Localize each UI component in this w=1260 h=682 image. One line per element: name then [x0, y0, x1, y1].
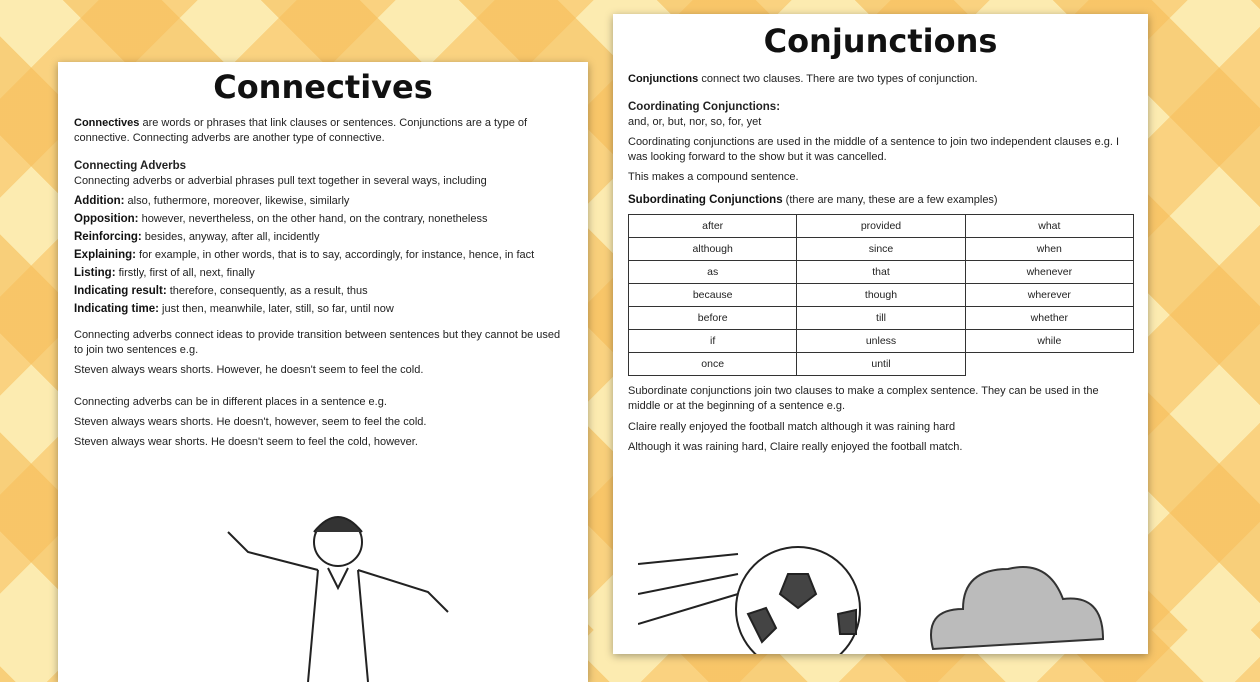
compound-note: This makes a compound sentence. — [628, 171, 799, 183]
adverb-categories — [74, 194, 572, 317]
adverb-category: Reinforcing: besides, anyway, after all, incidently — [74, 231, 320, 243]
subordinating-heading: Subordinating Conjunctions (there are many, these are a few examples) — [628, 194, 998, 206]
table-cell: although — [629, 238, 797, 261]
boy-illustration — [208, 502, 468, 682]
connectives-title: Connectives — [213, 68, 433, 106]
adverb-category: Opposition: however, nevertheless, on the other hand, on the contrary, nonetheless — [74, 213, 488, 225]
table-cell: once — [629, 353, 797, 376]
connectives-intro: Connectives are words or phrases that link clauses or sentences. Conjunctions are a type of connective. Connecting adverbs are another type of connective. — [74, 117, 528, 144]
conjunctions-title: Conjunctions — [763, 22, 998, 60]
table-cell: while — [965, 330, 1133, 353]
coordinating-para: Coordinating conjunctions are used in the middle of a sentence to join two independent clauses e.g. I was looking forward to the show but it was cancelled. — [628, 136, 1120, 163]
table-row — [629, 307, 1134, 330]
table-cell: since — [797, 238, 965, 261]
table-cell: before — [629, 307, 797, 330]
table-cell: after — [629, 215, 797, 238]
sub-example-2: Although it was raining hard, Claire really enjoyed the football match. — [628, 441, 963, 453]
adverb-category: Indicating time: just then, meanwhile, later, still, so far, until now — [74, 303, 394, 315]
example-3: Steven always wear shorts. He doesn't seem to feel the cold, however. — [74, 436, 418, 448]
table-cell: because — [629, 284, 797, 307]
adverb-category: Indicating result: therefore, consequently, as a result, thus — [74, 285, 368, 297]
coordinating-heading: Coordinating Conjunctions: — [628, 101, 781, 113]
table-row — [629, 284, 1134, 307]
para-transition: Connecting adverbs connect ideas to provide transition between sentences but they cannot be used to join two sentences e.g. — [74, 329, 561, 356]
table-cell: unless — [797, 330, 965, 353]
conjunctions-intro: Conjunctions connect two clauses. There are two types of conjunction. — [628, 73, 978, 85]
table-row — [629, 330, 1134, 353]
connecting-adverbs-heading: Connecting Adverbs — [74, 160, 187, 172]
adverb-category: Explaining: for example, in other words, that is to say, accordingly, for instance, hence, in fact — [74, 249, 535, 261]
adverb-category: Listing: firstly, first of all, next, finally — [74, 267, 255, 279]
table-cell: wherever — [965, 284, 1133, 307]
coordinating-words: and, or, but, nor, so, for, yet — [628, 116, 762, 128]
example-1: Steven always wears shorts. However, he doesn't seem to feel the cold. — [74, 364, 424, 376]
cloud-illustration — [923, 549, 1113, 659]
table-cell: as — [629, 261, 797, 284]
table-cell — [965, 353, 1133, 376]
adverb-category: Addition: also, futhermore, moreover, likewise, similarly — [74, 195, 350, 207]
para-positions: Connecting adverbs can be in different places in a sentence e.g. — [74, 396, 387, 408]
example-2: Steven always wears shorts. He doesn't, however, seem to feel the cold. — [74, 416, 427, 428]
table-row — [629, 261, 1134, 284]
table-cell: what — [965, 215, 1133, 238]
football-illustration — [638, 534, 868, 654]
table-cell: until — [797, 353, 965, 376]
table-cell: provided — [797, 215, 965, 238]
table-cell: when — [965, 238, 1133, 261]
connectives-worksheet — [58, 62, 588, 682]
table-cell: till — [797, 307, 965, 330]
table-row — [629, 238, 1134, 261]
table-cell: though — [797, 284, 965, 307]
table-cell: that — [797, 261, 965, 284]
sub-example-1: Claire really enjoyed the football match although it was raining hard — [628, 421, 956, 433]
table-row — [629, 215, 1134, 238]
table-row — [629, 353, 1134, 376]
table-cell: if — [629, 330, 797, 353]
subordinate-para: Subordinate conjunctions join two clauses to make a complex sentence. They can be used in the middle or at the beginning of a sentence e.g. — [628, 385, 1099, 412]
table-cell: whether — [965, 307, 1133, 330]
table-cell: whenever — [965, 261, 1133, 284]
connecting-adverbs-intro: Connecting adverbs or adverbial phrases pull text together in several ways, including — [74, 175, 487, 187]
conjunctions-worksheet — [613, 14, 1148, 654]
subordinating-table — [628, 214, 1134, 376]
